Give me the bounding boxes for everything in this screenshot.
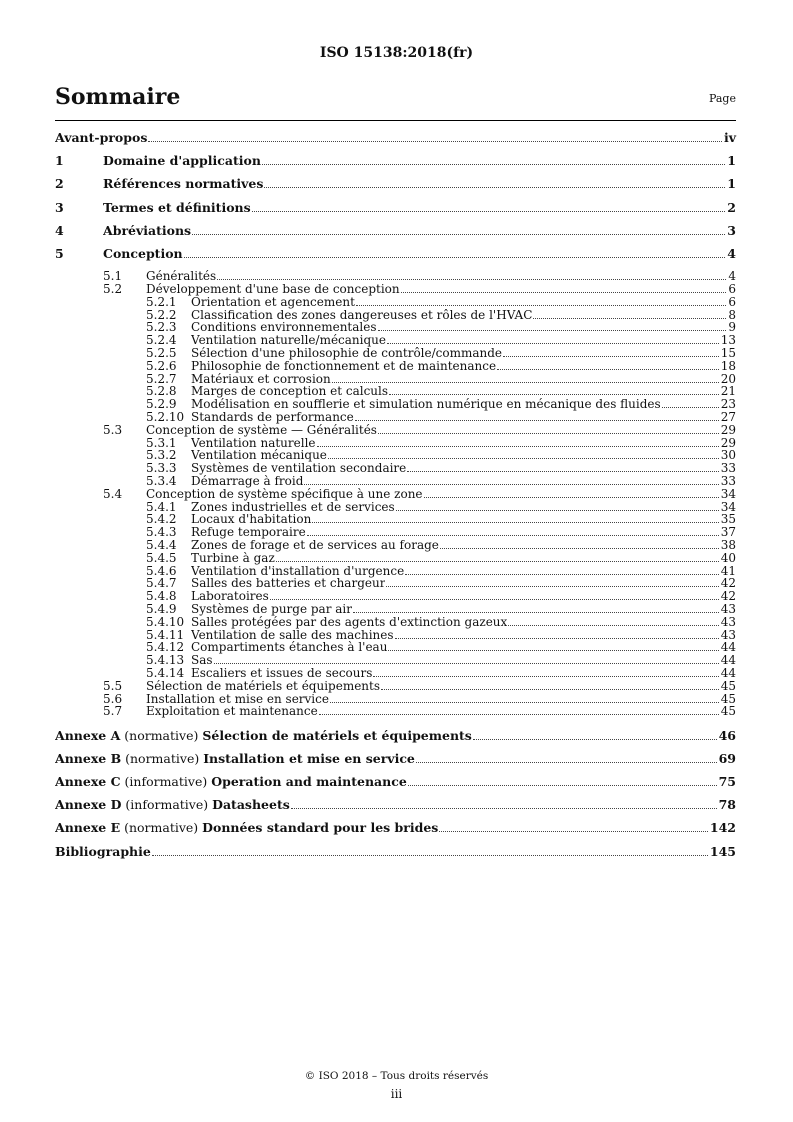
dot-leader [307, 535, 719, 536]
toc-entry-title: Installation et mise en service [146, 691, 329, 706]
toc-entry-number: 5.4 [103, 486, 123, 501]
dot-leader [396, 510, 719, 511]
toc-entry-number: 5.4.4 [146, 538, 177, 552]
toc-entry-number: 2 [55, 176, 64, 192]
toc-entry-number: 5.2.10 [146, 410, 185, 424]
toc-entry-number: 5.6 [103, 691, 123, 706]
toc-page-number: 35 [720, 512, 736, 527]
toc-entry-title: Classification des zones dangereuses et rôles de l'HVAC [191, 307, 533, 322]
dot-leader [389, 394, 719, 395]
toc-page-number: 27 [720, 410, 736, 424]
dot-leader [262, 164, 725, 165]
toc-entry-number: 5.4.14 [146, 666, 185, 680]
toc-page-number: 75 [718, 774, 736, 789]
toc-entry-number: 5.2.5 [146, 346, 177, 360]
annex-qualifier: (normative) [120, 727, 203, 743]
toc-entry-title: Références normatives [103, 176, 264, 192]
toc-page-number: 30 [720, 448, 736, 463]
toc-page-number: 145 [709, 843, 736, 859]
toc-entry-title: Ventilation naturelle/mécanique [191, 333, 386, 348]
toc-entry-number: 5.4.12 [146, 640, 185, 655]
toc-entry-number: 5.4.7 [146, 576, 177, 591]
toc-entry[interactable] [55, 820, 736, 835]
dot-leader [328, 458, 719, 459]
dot-leader [355, 420, 719, 421]
toc-entry-number: 5.3 [103, 422, 123, 437]
toc-page-number: 6 [728, 282, 736, 296]
toc-page-number: 21 [720, 384, 736, 399]
toc-page-number: 45 [720, 691, 736, 706]
toc-entry[interactable] [55, 844, 736, 859]
page-number: iii [390, 1087, 403, 1101]
toc-entry-title [55, 751, 415, 766]
dot-leader [264, 187, 725, 188]
toc-page-number: 33 [720, 474, 736, 488]
annex-title: Données standard pour les brides [202, 820, 439, 836]
toc-entry-title: Orientation et agencement [191, 294, 355, 309]
annex-label: Annexe A [55, 727, 121, 743]
toc-page-number: 40 [720, 550, 736, 565]
toc-entry-number: 5.2.2 [146, 307, 177, 322]
toc-entry-title: Exploitation et maintenance [146, 704, 318, 719]
toc-page-number: 44 [720, 653, 736, 668]
toc-entry-title: Marges de conception et calculs [191, 384, 389, 399]
toc-entry[interactable] [55, 246, 736, 261]
toc-entry-title: Standards de performance [191, 410, 354, 424]
dot-leader [378, 433, 719, 434]
toc-page-number: 18 [720, 358, 736, 373]
copyright-footer: © ISO 2018 – Tous droits réservés [304, 1070, 489, 1082]
toc-page-number: 37 [720, 525, 736, 540]
toc-entry-number: 5.3.2 [146, 448, 177, 463]
toc-entry-title: Démarrage à froid [191, 474, 304, 488]
toc-entry[interactable] [55, 223, 736, 238]
toc-page-number: 1 [727, 153, 736, 169]
toc-entry-number: 5.4.3 [146, 525, 177, 540]
dot-leader [381, 689, 719, 690]
toc-page-number: 33 [720, 461, 736, 476]
dot-leader [330, 702, 719, 703]
toc-entry-title: Sélection de matériels et équipements [146, 678, 381, 693]
toc-entry[interactable] [55, 130, 736, 145]
toc-entry-title [55, 797, 290, 812]
toc-entry-title: Modélisation en soufflerie et simulation numérique en mécanique des fluides [191, 397, 661, 412]
page-column-label: Page [708, 92, 736, 105]
toc-entry-number: 5.2.3 [146, 320, 177, 335]
toc-entry[interactable] [55, 704, 736, 718]
toc-entry-title [55, 728, 472, 743]
dot-leader [378, 330, 727, 331]
annex-qualifier: (normative) [120, 820, 203, 836]
toc-page-number: 44 [720, 666, 736, 680]
dot-leader [276, 561, 719, 562]
dot-leader [395, 638, 719, 639]
toc-page-number: 42 [720, 576, 736, 591]
toc-entry-number: 5.4.8 [146, 589, 177, 604]
dot-leader [252, 211, 726, 212]
toc-page-number: 15 [720, 346, 736, 360]
toc-page-number: 41 [720, 563, 736, 578]
toc-entry-title: Ventilation mécanique [191, 448, 327, 463]
annex-title: Datasheets [212, 797, 290, 813]
toc-entry[interactable] [55, 176, 736, 191]
toc-entry-number: 1 [55, 153, 64, 169]
toc-entry-number: 5.1 [103, 269, 123, 284]
annex-label: Annexe D [55, 797, 122, 813]
toc-page-number: 4 [727, 246, 736, 261]
toc-entry-title: Ventilation naturelle [191, 435, 316, 450]
dot-leader [407, 471, 718, 472]
dot-leader [388, 650, 718, 651]
toc-entry-title: Termes et définitions [103, 199, 251, 215]
toc-entry-number: 5.3.4 [146, 474, 177, 488]
toc-entry-title: Sélection d'une philosophie de contrôle/commande [191, 346, 503, 360]
toc-page-number: 43 [720, 602, 736, 616]
dot-leader [386, 586, 718, 587]
dot-leader [353, 612, 719, 613]
dot-leader [152, 855, 708, 856]
toc-entry[interactable] [55, 797, 736, 812]
toc-entry-title [55, 774, 407, 789]
toc-page-number: 45 [720, 704, 736, 719]
toc-page-number: 13 [720, 333, 736, 348]
dot-leader [356, 305, 726, 306]
toc-entry-number: 5.2.1 [146, 294, 177, 309]
dot-leader [439, 831, 708, 832]
toc-page-number: 43 [720, 627, 736, 642]
toc-entry-number: 5.4.9 [146, 602, 177, 616]
toc-page-number: 69 [718, 750, 736, 766]
toc-entry[interactable] [55, 751, 736, 766]
toc-page-number: 142 [709, 820, 736, 836]
dot-leader [317, 446, 719, 447]
annex-label: Annexe C [55, 774, 121, 789]
toc-page-number: 20 [720, 371, 736, 386]
toc-page-number: 2 [727, 199, 736, 215]
toc-entry-title: Avant-propos [55, 130, 148, 145]
dot-leader [497, 369, 719, 370]
annex-qualifier: (normative) [121, 750, 204, 766]
document-id-header: ISO 15138:2018(fr) [319, 45, 474, 61]
toc-entry-number: 5.4.1 [146, 499, 177, 514]
toc-page-number: 8 [728, 307, 736, 322]
dot-leader [503, 356, 719, 357]
toc-page-number: 44 [720, 640, 736, 655]
toc-entry-title: Laboratoires [191, 589, 269, 604]
dot-leader [408, 785, 717, 786]
dot-leader [291, 808, 717, 809]
toc-entry-number: 5.4.13 [146, 653, 185, 668]
toc-entry-number: 5.2.4 [146, 333, 177, 348]
annex-qualifier: (informative) [121, 797, 213, 813]
dot-leader [217, 279, 726, 280]
toc-entry[interactable] [55, 774, 736, 789]
dot-leader [192, 234, 725, 235]
page-title: Sommaire [55, 84, 181, 110]
toc-page-number: 29 [720, 435, 736, 450]
toc-entry-title: Domaine d'application [103, 153, 261, 169]
toc-entry-title: Zones de forage et de services au forage [191, 538, 439, 552]
dot-leader [416, 762, 717, 763]
toc-entry-title: Conditions environnementales [191, 320, 377, 335]
annex-qualifier: (informative) [120, 774, 212, 789]
toc-entry-title: Conception [103, 246, 183, 261]
toc-entry-title: Développement d'une base de conception [146, 282, 400, 296]
toc-entry-title: Sas [191, 653, 213, 668]
toc-page-number: 9 [728, 320, 736, 335]
dot-leader [148, 141, 722, 142]
top-divider [55, 120, 736, 121]
toc-entry-title: Zones industrielles et de services [191, 499, 395, 514]
toc-entry-title: Généralités [146, 269, 217, 284]
toc-entry-title: Conception de système — Généralités [146, 422, 377, 437]
toc-entry-number: 5.7 [103, 704, 123, 719]
toc-entry-title: Bibliographie [55, 843, 151, 859]
dot-leader [533, 318, 726, 319]
toc-entry-number: 5.2.9 [146, 397, 177, 412]
toc-page-number: 4 [728, 269, 736, 284]
toc-entry-number: 5.3.1 [146, 435, 177, 450]
toc-entry-title: Systèmes de ventilation secondaire [191, 461, 407, 476]
dot-leader [508, 625, 718, 626]
toc-entry-number: 3 [55, 199, 64, 215]
toc-entry-number: 5.2.7 [146, 371, 177, 386]
toc-entry-title: Compartiments étanches à l'eau [191, 640, 388, 655]
toc-entry-title: Philosophie de fonctionnement et de maintenance [191, 358, 497, 373]
annex-label: Annexe E [55, 820, 121, 836]
toc-page-number: 34 [720, 486, 736, 501]
dot-leader [440, 548, 719, 549]
annex-title: Operation and maintenance [211, 774, 407, 789]
toc-page-number: 43 [720, 614, 736, 629]
toc-entry-title: Ventilation d'installation d'urgence [191, 563, 405, 578]
dot-leader [184, 257, 726, 258]
annex-title: Installation et mise en service [203, 750, 415, 766]
dot-leader [387, 343, 719, 344]
toc-entry-title: Abréviations [103, 222, 192, 238]
toc-entry-number: 5.2.6 [146, 358, 177, 373]
toc-page-number: 3 [727, 222, 736, 238]
toc-entry-number: 5 [55, 246, 64, 261]
dot-leader [373, 676, 718, 677]
toc-entry-number: 4 [55, 222, 64, 238]
toc-entry-number: 5.4.2 [146, 512, 177, 527]
dot-leader [319, 714, 719, 715]
toc-page-number: 78 [718, 797, 736, 813]
dot-leader [214, 663, 719, 664]
dot-leader [270, 599, 719, 600]
toc-page-number: 34 [720, 499, 736, 514]
toc-entry-title: Refuge temporaire [191, 525, 306, 540]
toc-entry[interactable] [55, 200, 736, 215]
toc-entry[interactable] [55, 153, 736, 168]
dot-leader [662, 407, 719, 408]
toc-page-number: iv [723, 130, 736, 145]
toc-entry-title: Ventilation de salle des machines [191, 627, 394, 642]
toc-entry-number: 5.2.8 [146, 384, 177, 399]
toc-entry-title: Systèmes de purge par air [191, 602, 352, 616]
dot-leader [332, 382, 719, 383]
toc-entry[interactable] [55, 728, 736, 743]
toc-entry-number: 5.5 [103, 678, 123, 693]
toc-page-number: 38 [720, 538, 736, 552]
toc-entry-title [55, 820, 438, 835]
toc-page-number: 1 [727, 176, 736, 192]
toc-page-number: 29 [720, 422, 736, 437]
dot-leader [473, 739, 717, 740]
toc-page-number: 42 [720, 589, 736, 604]
toc-entry-number: 5.4.10 [146, 614, 185, 629]
dot-leader [405, 574, 719, 575]
toc-entry-title: Salles protégées par des agents d'extinction gazeux [191, 614, 508, 629]
toc-entry-title: Escaliers et issues de secours [191, 666, 373, 680]
toc-page-number: 45 [720, 678, 736, 693]
toc-entry-title: Conception de système spécifique à une zone [146, 486, 423, 501]
annex-label: Annexe B [55, 750, 122, 766]
toc-page-number: 23 [720, 397, 736, 412]
dot-leader [312, 522, 718, 523]
toc-entry-number: 5.4.5 [146, 550, 177, 565]
toc-entry-title: Locaux d'habitation [191, 512, 312, 527]
dot-leader [304, 484, 718, 485]
toc-page-number: 46 [718, 727, 736, 743]
annex-title: Sélection de matériels et équipements [202, 727, 472, 743]
toc-page-number: 6 [728, 294, 736, 309]
dot-leader [424, 497, 719, 498]
toc-entry-title: Matériaux et corrosion [191, 371, 331, 386]
toc-entry-title: Turbine à gaz [191, 550, 275, 565]
toc-entry-title: Salles des batteries et chargeur [191, 576, 386, 591]
dot-leader [401, 292, 727, 293]
toc-entry-number: 5.2 [103, 282, 123, 296]
toc-entry-number: 5.4.6 [146, 563, 177, 578]
toc-entry-number: 5.4.11 [146, 627, 185, 642]
toc-entry-number: 5.3.3 [146, 461, 177, 476]
